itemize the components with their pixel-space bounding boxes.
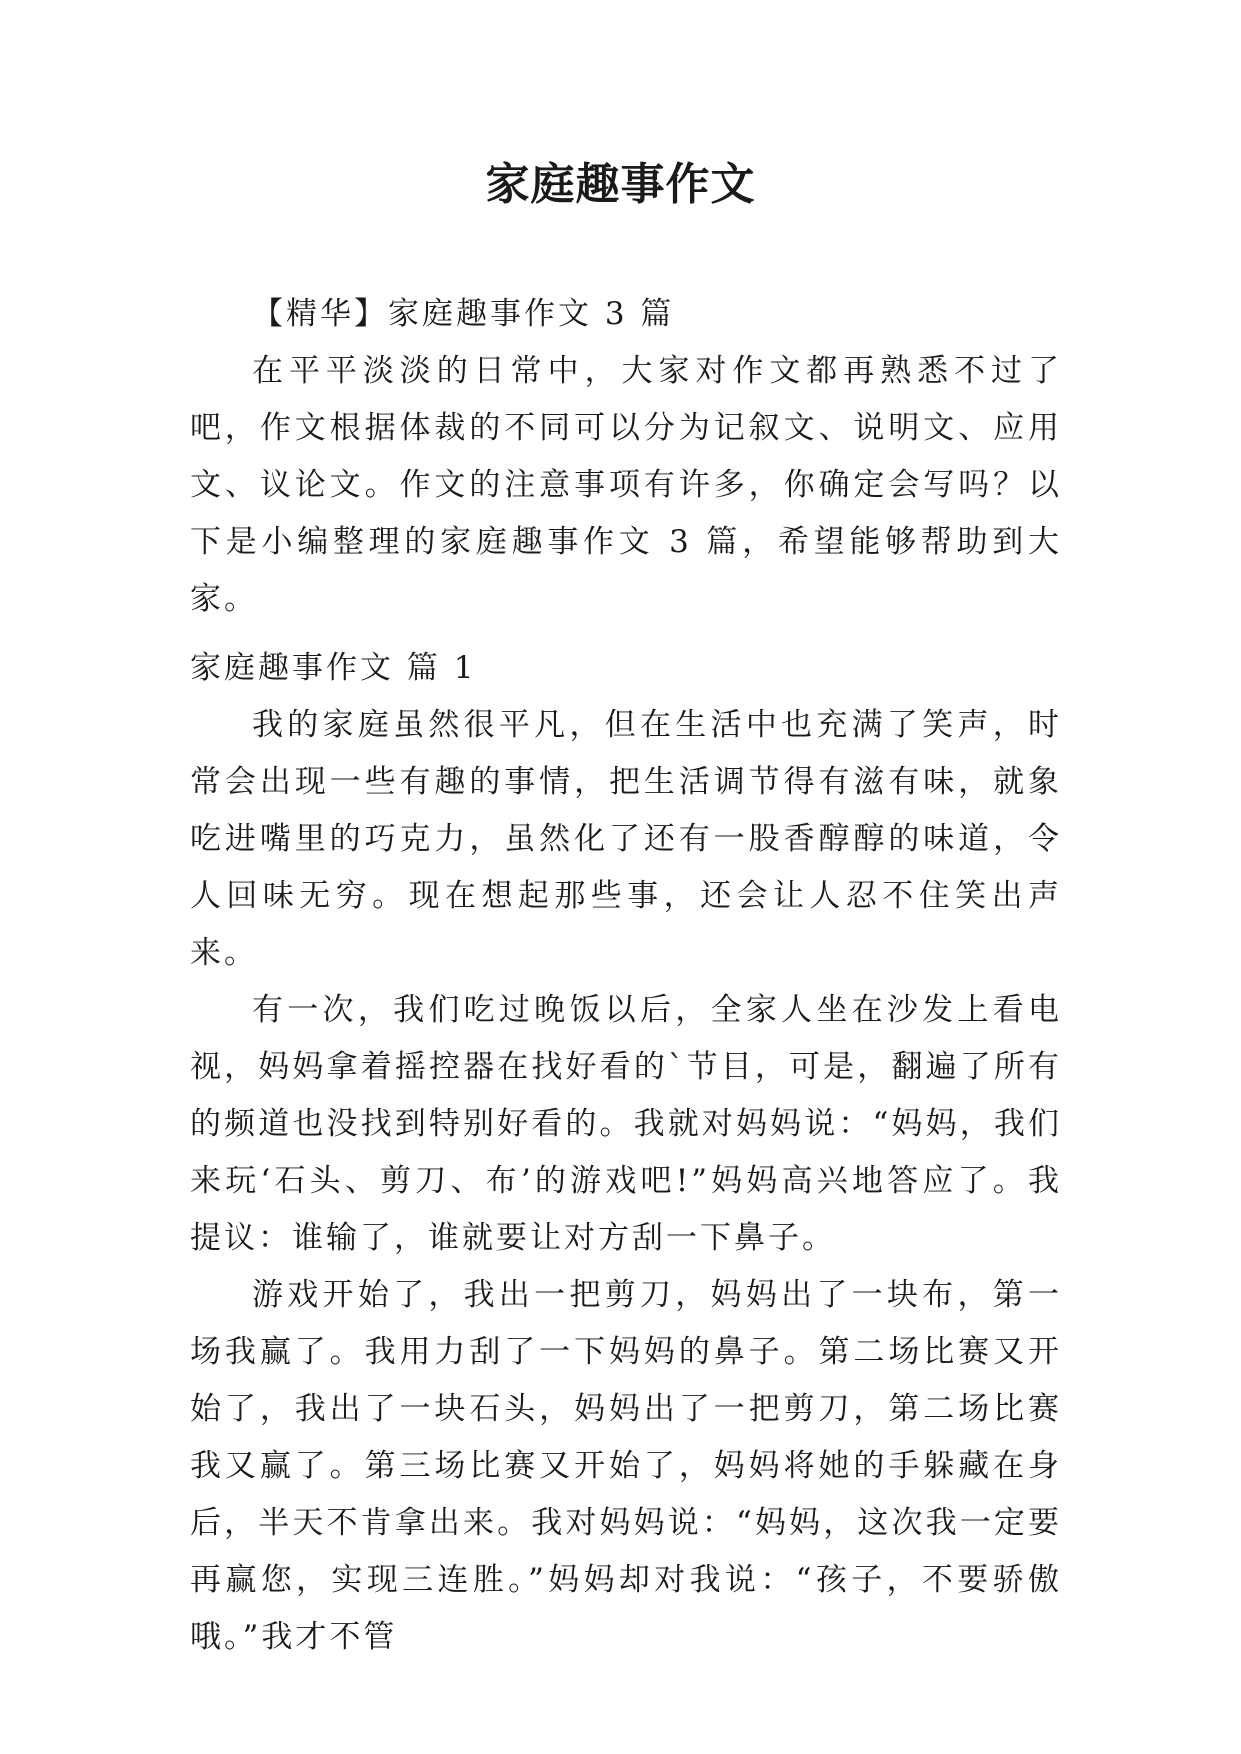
essay-paragraph: 我的家庭虽然很平凡，但在生活中也充满了笑声，时常会出现一些有趣的事情，把生活调节得有滋有味，就象吃进嘴里的巧克力，虽然化了还有一股香醇醇的味道，令人回味无穷。现在想起那些事，还会让人忍不住笑出声来。: [190, 707, 1062, 971]
intro-paragraph: 在平平淡淡的日常中，大家对作文都再熟悉不过了吧，作文根据体裁的不同可以分为记叙文、说明文、应用文、议论文。作文的注意事项有许多，你确定会写吗？以下是小编整理的家庭趣事作文 3 篇，希望能够帮助到大家。: [190, 353, 1062, 617]
essay-paragraph: 有一次，我们吃过晚饭以后，全家人坐在沙发上看电视，妈妈拿着摇控器在找好看的`节目，可是，翻遍了所有的频道也没找到特别好看的。我就对妈妈说：“妈妈，我们来玩‘石头、剪刀、布’的游戏吧!”妈妈高兴地答应了。我提议：谁输了，谁就要让对方刮一下鼻子。: [190, 992, 1062, 1256]
essay-paragraph: 游戏开始了，我出一把剪刀，妈妈出了一块布，第一场我赢了。我用力刮了一下妈妈的鼻子。第二场比赛又开始了，我出了一块石头，妈妈出了一把剪刀，第二场比赛我又赢了。第三场比赛又开始了，妈妈将她的手躲藏在身后，半天不肯拿出来。我对妈妈说：“妈妈，这次我一定要再赢您，实现三连胜。”妈妈却对我说：“孩子，不要骄傲哦。”我才不管: [190, 1277, 1062, 1655]
essay-heading: 家庭趣事作文 篇 1: [190, 650, 477, 686]
intro-subtitle: 【精华】家庭趣事作文 3 篇: [252, 296, 675, 332]
essay-section: [190, 640, 1062, 1666]
intro-section: [190, 286, 1062, 628]
document-title: 家庭趣事作文: [485, 159, 756, 210]
